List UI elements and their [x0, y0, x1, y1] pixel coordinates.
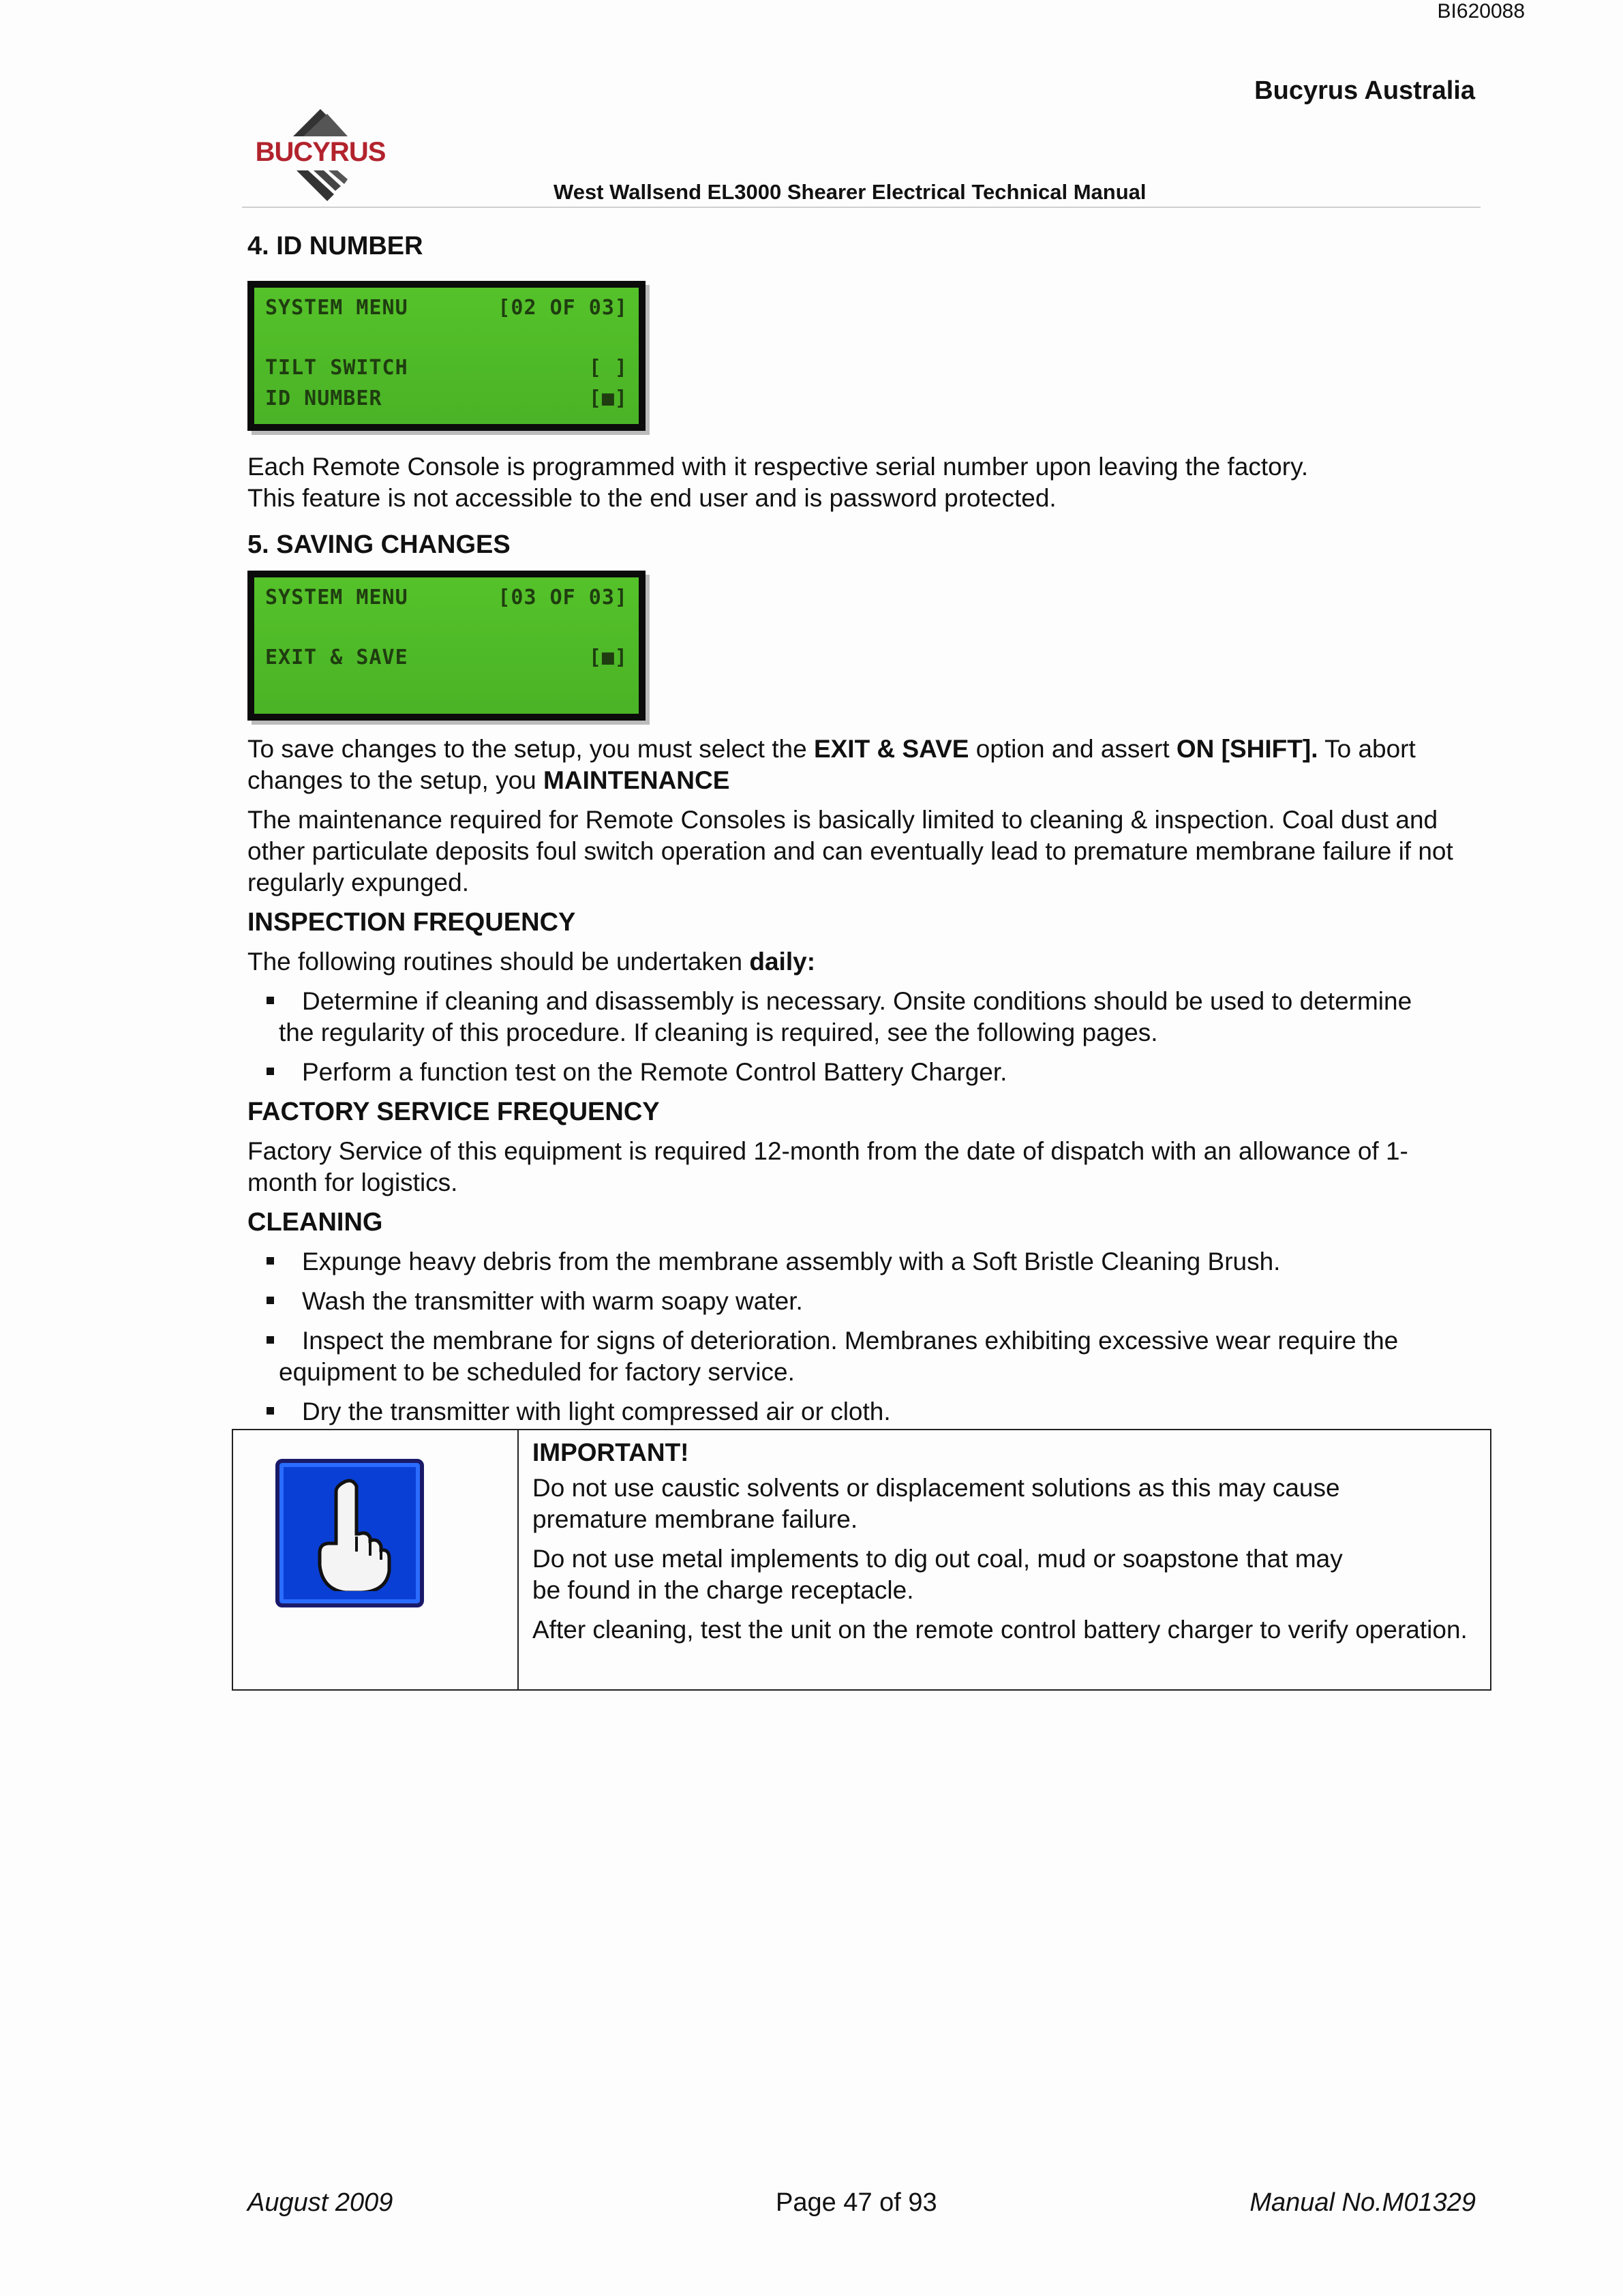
lcd-row1-right: [03 OF 03]	[498, 586, 628, 609]
section-heading-cleaning: CLEANING	[247, 1208, 383, 1237]
document-id: BI620088	[1437, 0, 1525, 22]
lcd-screen-id-number	[247, 281, 646, 431]
inspection-intro-text: The following routines should be undertaken	[247, 948, 750, 976]
list-item	[247, 1396, 1434, 1428]
inspection-list	[247, 986, 1434, 1096]
lcd-row2-right: [■]	[588, 646, 628, 669]
list-item-text: Wash the transmitter with warm soapy water.	[302, 1287, 803, 1315]
bullet-icon	[267, 1257, 274, 1265]
list-item	[247, 986, 1434, 1048]
id-number-paragraph	[247, 451, 1474, 514]
important-line-2: Do not use metal implements to dig out coal, mud or soapstone that may be found in the charge receptacle.	[532, 1545, 1343, 1604]
section-heading-saving-changes: 5. SAVING CHANGES	[247, 530, 511, 559]
lcd-row2-right: [ ]	[588, 356, 628, 380]
factory-service-paragraph: Factory Service of this equipment is required 12-month from the date of dispatch with an allowance of 1-month for logistics.	[247, 1137, 1408, 1196]
list-item	[247, 1057, 1434, 1088]
important-line-3: After cleaning, test the unit on the remote control battery charger to verify operation.	[532, 1616, 1468, 1644]
id-number-line-1: Each Remote Console is programmed with it respective serial number upon leaving the factory.	[247, 453, 1309, 481]
lcd-row1-right: [02 OF 03]	[498, 296, 628, 320]
inspection-intro	[247, 946, 1474, 978]
section-heading-id-number: 4. ID NUMBER	[247, 232, 423, 260]
cleaning-list	[247, 1246, 1434, 1436]
bullet-icon	[267, 1297, 274, 1304]
saving-text-a: To save changes to the setup, you must select the	[247, 735, 814, 763]
lcd-row3-left: ID NUMBER	[265, 387, 382, 410]
manual-title: West Wallsend EL3000 Shearer Electrical Technical Manual	[553, 180, 1147, 204]
list-item-text: Dry the transmitter with light compressed air or cloth.	[302, 1398, 891, 1425]
inspection-intro-daily: daily:	[749, 948, 816, 976]
list-item	[247, 1325, 1434, 1388]
logo-text: BUCYRUS	[255, 137, 386, 167]
bucyrus-logo	[245, 106, 395, 201]
saving-bold-maintenance: MAINTENANCE	[543, 766, 730, 794]
maintenance-paragraph: The maintenance required for Remote Consoles is basically limited to cleaning & inspection. Coal dust and other particulate deposits foul switch operation and can eventually lead to premature membrane failure if not regularly expunged.	[247, 806, 1453, 896]
list-item-text: Expunge heavy debris from the membrane assembly with a Soft Bristle Cleaning Brush.	[302, 1248, 1281, 1275]
lcd-row2-left: TILT SWITCH	[265, 356, 408, 380]
list-item-text: Inspect the membrane for signs of deterioration. Membranes exhibiting excessive wear require the equipment to be scheduled for factory service.	[279, 1327, 1399, 1386]
lcd-row1-left: SYSTEM MENU	[265, 586, 408, 609]
saving-paragraph	[247, 734, 1468, 796]
list-item-text: Determine if cleaning and disassembly is necessary. Onsite conditions should be used to determine the regularity of this procedure. If cleaning is required, see the following pages.	[279, 987, 1412, 1046]
lcd-row2-left: EXIT & SAVE	[265, 646, 408, 669]
lcd-row3-right: [■]	[588, 387, 628, 410]
lcd-row1-left: SYSTEM MENU	[265, 296, 408, 320]
bullet-icon	[267, 997, 274, 1004]
company-name: Bucyrus Australia	[1254, 76, 1475, 105]
list-item-text: Perform a function test on the Remote Control Battery Charger.	[302, 1058, 1007, 1086]
footer-date: August 2009	[247, 2188, 393, 2217]
important-icon-cell	[233, 1430, 519, 1689]
saving-bold-on-shift: ON [SHIFT].	[1176, 735, 1318, 763]
bullet-icon	[267, 1336, 274, 1344]
list-item	[247, 1246, 1434, 1278]
important-line-1: Do not use caustic solvents or displacement solutions as this may cause premature membrane failure.	[532, 1474, 1340, 1533]
section-heading-inspection: INSPECTION FREQUENCY	[247, 908, 576, 937]
id-number-line-2: This feature is not accessible to the end user and is password protected.	[247, 484, 1057, 512]
footer-manual-number: Manual No.M01329	[1249, 2188, 1476, 2217]
section-heading-factory-service: FACTORY SERVICE FREQUENCY	[247, 1098, 660, 1126]
saving-text-c: To abort changes to the setup, you	[247, 735, 1416, 794]
list-item	[247, 1286, 1434, 1317]
pointing-hand-icon	[275, 1459, 424, 1607]
important-text-cell	[519, 1430, 1490, 1689]
bullet-icon	[267, 1068, 274, 1075]
important-notice-box	[232, 1429, 1491, 1691]
footer-page-number: Page 47 of 93	[776, 2188, 937, 2217]
header-divider	[242, 207, 1481, 208]
bullet-icon	[267, 1407, 274, 1415]
saving-bold-exit-save: EXIT & SAVE	[813, 735, 969, 763]
saving-text-b: option and assert	[969, 735, 1177, 763]
lcd-screen-saving	[247, 571, 646, 721]
important-title: IMPORTANT!	[532, 1438, 689, 1466]
